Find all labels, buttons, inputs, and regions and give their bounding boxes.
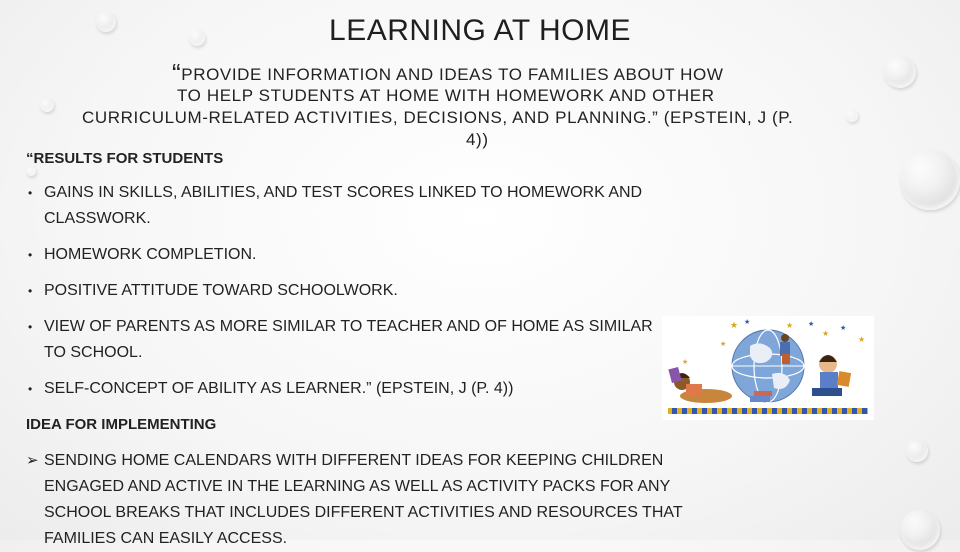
kids-reading-globe-image [662, 316, 874, 420]
result-text: HOMEWORK COMPLETION. [44, 246, 257, 263]
water-drop-decoration [906, 440, 928, 462]
checkered-border [668, 408, 868, 414]
idea-heading: IDEA FOR IMPLEMENTING [26, 416, 217, 433]
quote-line-1 [172, 58, 724, 89]
water-drop-decoration [900, 510, 940, 550]
result-text: VIEW OF PARENTS AS MORE SIMILAR TO TEACHER AND OF HOME AS SIMILAR TO SCHOOL. [44, 318, 653, 361]
list-item [26, 180, 724, 232]
result-text: SELF-CONCEPT OF ABILITY AS LEARNER.” (EPSTEIN, J (P. 4)) [44, 380, 514, 397]
star-icon: ★ [808, 321, 815, 328]
star-icon: ★ [858, 335, 866, 344]
star-icon: ★ [730, 320, 739, 330]
kids-reading-globe-illustration [662, 316, 874, 420]
list-item [26, 242, 746, 268]
results-heading: “RESULTS FOR STUDENTS [26, 150, 224, 167]
result-text: GAINS IN SKILLS, ABILITIES, AND TEST SCORES LINKED TO HOMEWORK AND CLASSWORK. [44, 184, 643, 227]
water-drop-decoration [26, 166, 36, 176]
star-icon: ★ [682, 359, 689, 366]
water-drop-decoration [900, 150, 960, 210]
results-list [26, 180, 746, 412]
idea-item [26, 448, 734, 552]
water-drop-decoration [884, 56, 916, 88]
star-icon: ★ [840, 325, 847, 332]
quote-text-1: PROVIDE INFORMATION AND IDEAS TO FAMILIES ABOUT HOW [181, 65, 724, 84]
result-text: POSITIVE ATTITUDE TOWARD SCHOOLWORK. [44, 282, 398, 299]
star-icon: ★ [786, 321, 794, 330]
star-icon: ★ [822, 329, 830, 338]
star-icon: ★ [720, 341, 727, 348]
quote-line-3: CURRICULUM-RELATED ACTIVITIES, DECISIONS, AND PLANNING.” (EPSTEIN, J (P. [82, 108, 794, 127]
water-drop-decoration [40, 98, 54, 112]
list-item [26, 314, 664, 366]
list-item [26, 278, 746, 304]
quote-line-2: TO HELP STUDENTS AT HOME WITH HOMEWORK AND OTHER [177, 86, 715, 105]
arrow-bullet-icon: ➢ [26, 452, 39, 469]
star-icon: ★ [744, 319, 751, 326]
list-item [26, 376, 746, 402]
idea-text: SENDING HOME CALENDARS WITH DIFFERENT IDEAS FOR KEEPING CHILDREN ENGAGED AND ACTIVE IN THE LEARNING AS WELL AS ACTIVITY PACKS FOR ANY SCHOOL BREAKS THAT INCLUDES DIFFERENT ACTIVITIES AND RESOURCES THAT FAMILIES CAN EASILY ACCESS. [44, 452, 683, 547]
quote-line-4: 4)) [466, 130, 489, 149]
slide-title: LEARNING AT HOME [329, 14, 631, 47]
water-drop-decoration [846, 110, 858, 122]
open-quote-mark: “ [172, 58, 182, 88]
